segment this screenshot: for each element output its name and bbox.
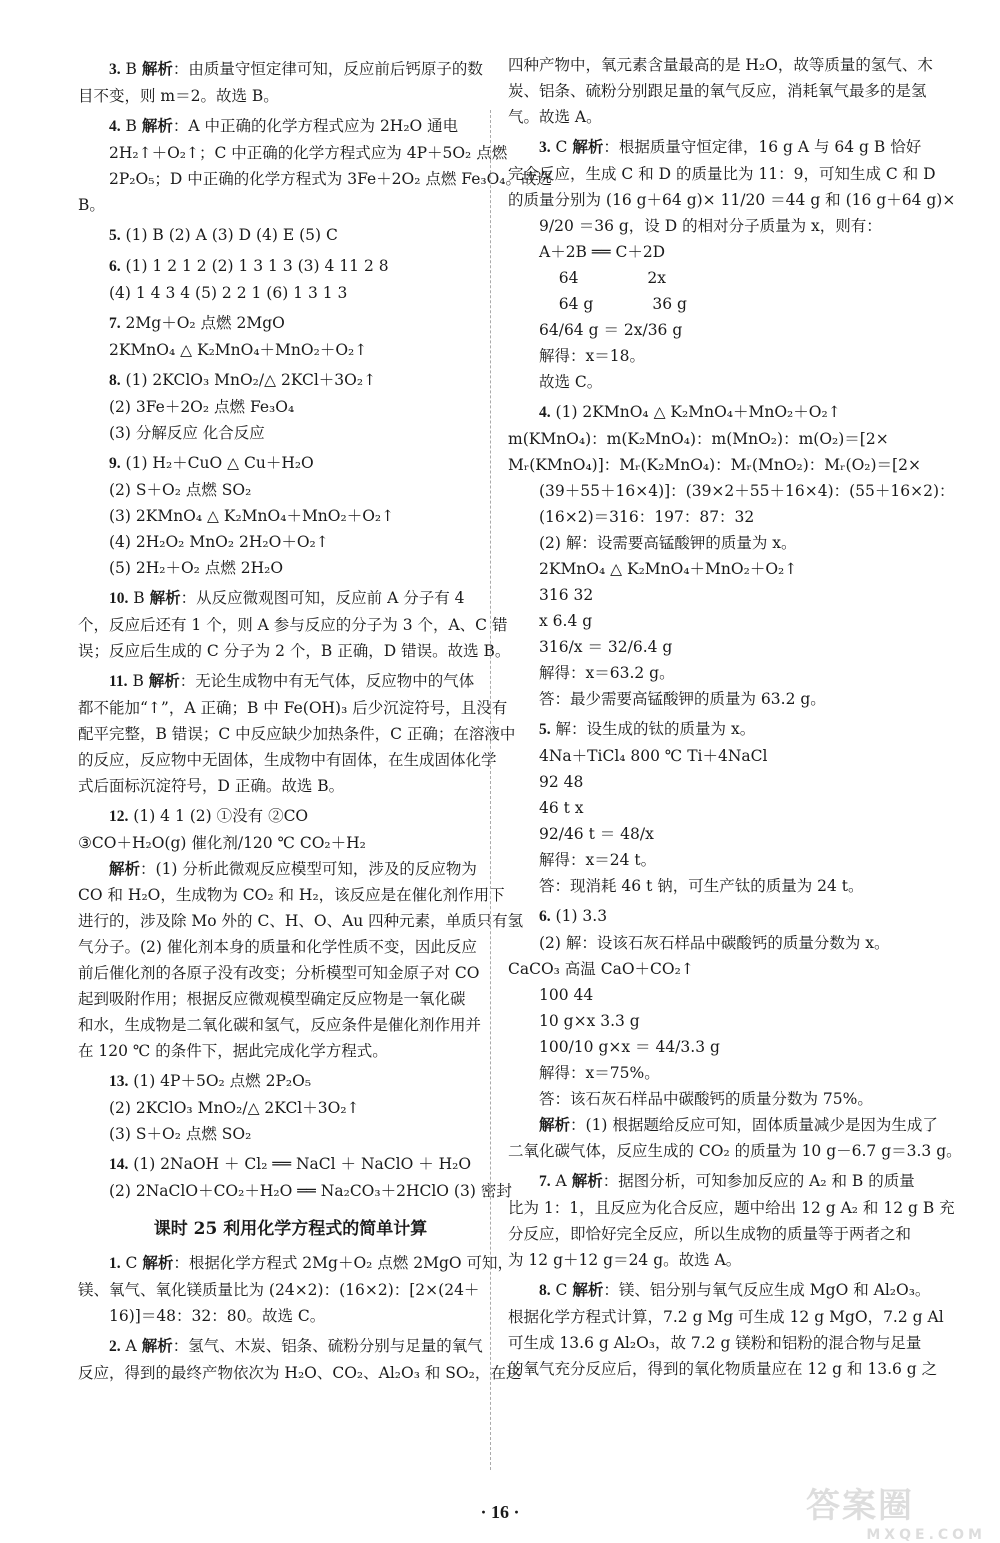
line-text: B [120, 117, 142, 135]
answer-line [78, 773, 503, 799]
line-text: 的质量分别为 (16 g＋64 g)× 11/20 ＝44 g 和 (16 g＋64 g)× [508, 191, 956, 209]
line-text: 9/20 ＝36 g，设 D 的相对分子质量为 x，则有： [539, 217, 882, 235]
answer-item [78, 1068, 503, 1095]
line-text: 2H₂↑＋O₂↑；C 中正确的化学方程式应为 4P＋5O₂ 点燃 [109, 144, 508, 162]
answer-line [508, 660, 933, 686]
line-text: 式后面标沉淀符号，D 正确。故选 B。 [78, 777, 345, 795]
line-text: 答：最少需要高锰酸钾的质量为 63.2 g。 [539, 690, 826, 708]
line-text: 92/46 t ＝ 48/x [539, 825, 654, 843]
answer-line [78, 882, 503, 908]
line-text: (1) 2KMnO₄ △ K₂MnO₄＋MnO₂＋O₂↑ [550, 403, 841, 421]
analysis-text: ：A 中正确的化学方程式应为 2H₂O 通电 [172, 117, 459, 135]
answer-line [508, 530, 933, 556]
line-text: (16×2)＝316：197：87：32 [539, 508, 755, 526]
line-text: (5) 2H₂＋O₂ 点燃 2H₂O [109, 559, 284, 577]
analysis-label: 解析 [141, 116, 173, 135]
item-number: 3. [109, 61, 121, 78]
line-text: 反应，得到的最终产物依次为 H₂O、CO₂、Al₂O₃ 和 SO₂，在这 [78, 1364, 522, 1382]
calc-line: 故选 C。 [539, 373, 603, 391]
answer-item [78, 450, 503, 477]
line-text: 气分子。(2) 催化剂本身的质量和化学性质不变，因此反应 [78, 938, 477, 956]
line-text: 镁、氧气、氧化镁质量比为 (24×2)：(16×2)：[2×(24＋ [78, 1281, 480, 1299]
analysis-label: 解析 [141, 59, 173, 78]
line-text: 解得：x＝75%。 [539, 1064, 660, 1082]
answer-line [508, 1221, 933, 1247]
item-number: 3. [539, 139, 551, 156]
answer-item [78, 310, 503, 337]
line-text: 和水，生成物是二氧化碳和氢气，反应条件是催化剂作用并 [78, 1016, 482, 1034]
analysis-label: 解析 [142, 1253, 174, 1272]
answer-line [508, 426, 933, 452]
line-text: (4) 2H₂O₂ MnO₂ 2H₂O＋O₂↑ [109, 533, 329, 551]
answer-line [78, 612, 508, 638]
item-number: 13. [109, 1073, 129, 1090]
answer-line [508, 634, 933, 660]
answer-line [78, 747, 503, 773]
answer-line [508, 104, 933, 130]
answer-line [508, 239, 933, 265]
watermark-text: 答案圈 [806, 1486, 914, 1526]
analysis-text: ：据图分析，可知参加反应的 A₂ 和 B 的质量 [602, 1172, 915, 1190]
line-text: C [120, 1254, 143, 1272]
line-text: (2) S＋O₂ 点燃 SO₂ [109, 481, 252, 499]
line-text: (1) 2KClO₃ MnO₂/△ 2KCl＋3O₂↑ [120, 371, 377, 389]
item-number: 5. [539, 721, 551, 738]
item-number: 4. [109, 118, 121, 135]
answer-item [78, 1333, 503, 1360]
line-text: (2) 2KClO₃ MnO₂/△ 2KCl＋3O₂↑ [109, 1099, 360, 1117]
answer-line [508, 1008, 933, 1034]
line-text: 的氧气充分反应后，得到的氧化物质量应在 12 g 和 13.6 g 之 [508, 1360, 938, 1378]
line-text: (3) S＋O₂ 点燃 SO₂ [109, 1125, 252, 1143]
answer-line [78, 166, 553, 192]
answer-line [508, 1195, 955, 1221]
answer-line [78, 192, 503, 218]
answer-line [78, 555, 503, 581]
line-text: 解得：x＝63.2 g。 [539, 664, 675, 682]
line-text: CaCO₃ 高温 CaO＋CO₂↑ [508, 960, 694, 978]
line-text: 答：该石灰石样品中碳酸钙的质量分数为 75%。 [539, 1090, 873, 1108]
answer-line [508, 1330, 933, 1356]
answer-line [78, 1012, 503, 1038]
analysis-text: ：氢气、木炭、铝条、硫粉分别与足量的氧气 [172, 1337, 483, 1355]
analysis-text: ：从反应微观图可知，反应前 A 分子有 4 [180, 589, 465, 607]
calc-line: (2) 解：设需要高锰酸钾的质量为 x。 [539, 534, 797, 552]
answer-line [78, 695, 508, 721]
answer-line [508, 582, 933, 608]
line-text: B [128, 589, 150, 607]
line-text: 误；反应后生成的 C 分子为 2 个，B 正确，D 错误。故选 B。 [78, 642, 511, 660]
answer-line [78, 1178, 512, 1204]
answer-line [508, 504, 933, 530]
answer-line [78, 280, 503, 306]
line-text: 10 g×x 3.3 g [539, 1012, 640, 1030]
answer-line [508, 265, 933, 291]
analysis-label: 解析 [572, 1280, 604, 1299]
analysis-text: ：(1) 分析此微观反应模型可知，涉及的反应物为 [140, 860, 477, 878]
item-number: 5. [109, 227, 121, 244]
answer-line [78, 638, 511, 664]
answer-item [78, 1151, 503, 1178]
right-column [508, 52, 962, 1382]
answer-line [508, 187, 956, 213]
line-text: 100 44 [539, 986, 594, 1004]
answer-item [508, 1168, 933, 1195]
answer-line [508, 1060, 933, 1086]
answer-line [78, 1038, 503, 1064]
line-text: x 6.4 g [539, 612, 593, 630]
line-text: 配平完整，B 错误；C 中反应缺少加热条件，C 正确；在溶液中 [78, 725, 516, 743]
answer-line [78, 140, 508, 166]
line-text: 气。故选 A。 [508, 108, 602, 126]
line-text: 炭、铝条、硫粉分别跟足量的氧气反应，消耗氧气最多的是氢 [508, 82, 927, 100]
section-heading: 课时 25 利用化学方程式的简单计算 [153, 1219, 428, 1239]
analysis-text: ：根据质量守恒定律，16 g A 与 64 g B 恰好 [603, 138, 922, 156]
analysis-label: 解析 [148, 671, 180, 690]
answer-line [508, 873, 933, 899]
item-number: 4. [539, 404, 551, 421]
line-text: (1) 1 2 1 2 (2) 1 3 1 3 (3) 4 11 2 8 [120, 257, 389, 275]
line-text: 2Mg＋O₂ 点燃 2MgO [120, 314, 285, 332]
watermark-logo [806, 1478, 986, 1543]
line-text: 个，反应后还有 1 个，则 A 参与反应的分子为 3 个，A、C 错 [78, 616, 508, 634]
answer-line [78, 1277, 503, 1303]
answer-line [508, 930, 933, 956]
answer-line [508, 686, 933, 712]
line-text: 起到吸附作用；根据反应微观模型确定反应物是一氧化碳 [78, 990, 466, 1008]
line-text: (3) 分解反应 化合反应 [109, 424, 265, 442]
answer-line [508, 556, 933, 582]
calc-line: 64 2x [539, 269, 667, 287]
answer-line [508, 478, 955, 504]
answer-item [78, 668, 503, 695]
answer-line [508, 608, 933, 634]
item-number: 10. [109, 590, 129, 607]
line-text: (2) 3Fe＋2O₂ 点燃 Fe₃O₄ [109, 398, 295, 416]
item-number: 9. [109, 455, 121, 472]
item-number: 6. [539, 908, 551, 925]
line-text: C [550, 1281, 573, 1299]
item-number: 12. [109, 808, 129, 825]
answer-line [508, 1138, 962, 1164]
watermark-url: MXQE.COM [866, 1527, 986, 1543]
line-text: 进行的，涉及除 Mo 外的 C、H、O、Au 四种元素，单质只有氢 [78, 912, 524, 930]
analysis-label: 解析 [109, 859, 141, 878]
analysis-label: 解析 [141, 1336, 173, 1355]
calc-line: (2) 解：设该石灰石样品中碳酸钙的质量分数为 x。 [539, 934, 890, 952]
calc-line: 64/64 g ＝ 2x/36 g [539, 321, 683, 339]
answer-item [78, 113, 503, 140]
answer-line [508, 369, 933, 395]
calc-line: A＋2B ══ C＋2D [539, 243, 666, 261]
line-text: (3) 2KMnO₄ △ K₂MnO₄＋MnO₂＋O₂↑ [109, 507, 395, 525]
answer-line [78, 830, 503, 856]
analysis-label: 解析 [571, 1171, 603, 1190]
line-text: (1) 4P＋5O₂ 点燃 2P₂O₅ [128, 1072, 312, 1090]
answer-line [78, 1303, 503, 1329]
line-text: A [120, 1337, 142, 1355]
analysis-text: ：由质量守恒定律可知，反应前后钙原子的数 [172, 60, 483, 78]
column-divider [490, 110, 491, 1470]
line-text: 都不能加“↑”，A 正确；B 中 Fe(OH)₃ 后少沉淀符号，且没有 [78, 699, 508, 717]
answer-line [78, 394, 503, 420]
line-text: 比为 1：1，且反应为化合反应，题中给出 12 g A₂ 和 12 g B 充 [508, 1199, 955, 1217]
line-text: 2P₂O₅；D 中正确的化学方程式为 3Fe＋2O₂ 点燃 Fe₃O₄。故选 [109, 170, 553, 188]
item-number: 6. [109, 258, 121, 275]
answer-item [78, 585, 503, 612]
line-text: 2KMnO₄ △ K₂MnO₄＋MnO₂＋O₂↑ [539, 560, 798, 578]
answer-line [78, 337, 503, 363]
line-text: B [127, 672, 149, 690]
answer-line [508, 1086, 933, 1112]
answer-line [508, 52, 933, 78]
answer-item [78, 1250, 514, 1277]
answer-line [508, 982, 933, 1008]
analysis-text: ：镁、铝分别与氧气反应生成 MgO 和 Al₂O₃。 [603, 1281, 931, 1299]
line-text: 92 48 [539, 773, 584, 791]
line-text: (1) 4 1 (2) ①没有 ②CO [128, 807, 309, 825]
answer-line [508, 847, 933, 873]
line-text: CO 和 H₂O，生成物为 CO₂ 和 H₂，该反应是在催化剂作用下 [78, 886, 505, 904]
line-text: 16)]＝48：32：80。故选 C。 [109, 1307, 326, 1325]
answer-item [508, 134, 933, 161]
line-text: 的反应，反应物中无固体，生成物中有固体，在生成固体化学 [78, 751, 497, 769]
answer-line [508, 1034, 933, 1060]
line-text: Mᵣ(KMnO₄)]：Mᵣ(K₂MnO₄)：Mᵣ(MnO₂)：Mᵣ(O₂)＝[2× [508, 456, 921, 474]
answer-line [78, 934, 503, 960]
analysis-label: 解析 [572, 137, 604, 156]
line-text: m(KMnO₄)：m(K₂MnO₄)：m(MnO₂)：m(O₂)＝[2× [508, 430, 889, 448]
answer-line [508, 769, 933, 795]
line-text: ③CO＋H₂O(g) 催化剂/120 ℃ CO₂＋H₂ [78, 834, 366, 852]
answer-line [508, 795, 933, 821]
answer-item [508, 1277, 933, 1304]
line-text: 46 t x [539, 799, 584, 817]
item-number: 14. [109, 1156, 129, 1173]
item-number: 7. [539, 1173, 551, 1190]
analysis-text: ：无论生成物中有无气体，反应物中的气体 [179, 672, 475, 690]
line-text: 二氧化碳气体，反应生成的 CO₂ 的质量为 10 g－6.7 g＝3.3 g。 [508, 1142, 962, 1160]
answer-item [508, 399, 933, 426]
line-text: 解：设生成的钛的质量为 x。 [550, 720, 756, 738]
line-text: B。 [78, 196, 105, 214]
item-number: 11. [109, 673, 128, 690]
line-text: (1) H₂＋CuO △ Cu＋H₂O [120, 454, 314, 472]
item-number: 1. [109, 1255, 121, 1272]
answer-line [78, 986, 503, 1012]
answer-line [508, 1304, 944, 1330]
answer-line [78, 83, 503, 109]
answer-line [508, 291, 933, 317]
calc-line: 64 g 36 g [539, 295, 687, 313]
answer-line [508, 343, 933, 369]
line-text: (1) B (2) A (3) D (4) E (5) C [120, 226, 338, 244]
answer-item [78, 367, 503, 394]
item-number: 2. [109, 1338, 121, 1355]
line-text: 答：现消耗 46 t 钠，可生产钛的质量为 24 t。 [539, 877, 864, 895]
answer-item [508, 716, 933, 743]
item-number: 8. [539, 1282, 551, 1299]
line-text: 316 32 [539, 586, 594, 604]
line-text: B [120, 60, 142, 78]
line-text: 在 120 ℃ 的条件下，据此完成化学方程式。 [78, 1042, 388, 1060]
answer-line [78, 960, 503, 986]
answer-line [508, 956, 933, 982]
answer-line [508, 743, 933, 769]
line-text: 完全反应，生成 C 和 D 的质量比为 11：9，可知生成 C 和 D [508, 165, 936, 183]
analysis-text: ：根据化学方程式 2Mg＋O₂ 点燃 2MgO 可知， [173, 1254, 514, 1272]
answer-line [78, 1360, 522, 1386]
item-number: 8. [109, 372, 121, 389]
line-text: (39＋55＋16×4)]：(39×2＋55＋16×4)：(55＋16×2)： [539, 482, 955, 500]
line-text: 前后催化剂的各原子没有改变；分析模型可知金原子对 CO [78, 964, 480, 982]
line-text: A [550, 1172, 572, 1190]
line-text: 为 12 g＋12 g＝24 g。故选 A。 [508, 1251, 742, 1269]
answer-line [78, 477, 503, 503]
answer-item [508, 903, 933, 930]
answer-line [78, 529, 503, 555]
analysis-label: 解析 [149, 588, 181, 607]
answer-line [78, 420, 503, 446]
line-text: (1) 2NaOH ＋ Cl₂ ══ NaCl ＋ NaClO ＋ H₂O [128, 1155, 472, 1173]
analysis-label: 解析 [539, 1115, 571, 1134]
line-text: 目不变，则 m＝2。故选 B。 [78, 87, 279, 105]
answer-line [78, 1121, 503, 1147]
analysis-text: ：(1) 根据题给反应可知，固体质量减少是因为生成了 [570, 1116, 938, 1134]
answer-item [78, 803, 503, 830]
answer-line [508, 1356, 938, 1382]
line-text: 4Na＋TiCl₄ 800 ℃ Ti＋4NaCl [539, 747, 768, 765]
left-column [78, 52, 553, 1386]
answer-line [508, 821, 933, 847]
line-text: 分反应，即恰好完全反应，所以生成物的质量等于两者之和 [508, 1225, 912, 1243]
item-number: 7. [109, 315, 121, 332]
line-text: 2KMnO₄ △ K₂MnO₄＋MnO₂＋O₂↑ [109, 341, 368, 359]
answer-line [508, 78, 933, 104]
line-text: 316/x ＝ 32/6.4 g [539, 638, 673, 656]
answer-line [78, 721, 516, 747]
line-text: 100/10 g×x ＝ 44/3.3 g [539, 1038, 720, 1056]
line-text: (2) 2NaClO＋CO₂＋H₂O ══ Na₂CO₃＋2HClO (3) 密封 [109, 1182, 512, 1200]
line-text: 四种产物中，氧元素含量最高的是 H₂O，故等质量的氢气、木 [508, 56, 933, 74]
line-text: 解得：x＝24 t。 [539, 851, 657, 869]
line-text: (1) 3.3 [550, 907, 608, 925]
page-number: · 16 · [480, 1502, 520, 1522]
line-text: 可生成 13.6 g Al₂O₃，故 7.2 g 镁粉和铝粉的混合物与足量 [508, 1334, 922, 1352]
answer-item [78, 56, 503, 83]
answer-line [78, 908, 524, 934]
answer-line [78, 856, 503, 882]
answer-line [508, 1247, 933, 1273]
answer-line [508, 1112, 938, 1138]
answer-item [78, 222, 503, 249]
answer-line [508, 317, 933, 343]
answer-item [78, 253, 503, 280]
answer-line [508, 161, 936, 187]
line-text: (4) 1 4 3 4 (5) 2 2 1 (6) 1 3 1 3 [109, 284, 348, 302]
calc-line: 解得：x＝18。 [539, 347, 645, 365]
answer-line [508, 213, 933, 239]
answer-line [508, 452, 933, 478]
answer-line [78, 503, 503, 529]
line-text: 根据化学方程式计算，7.2 g Mg 可生成 12 g MgO，7.2 g Al [508, 1308, 944, 1326]
line-text: C [550, 138, 573, 156]
answer-line [78, 1095, 503, 1121]
